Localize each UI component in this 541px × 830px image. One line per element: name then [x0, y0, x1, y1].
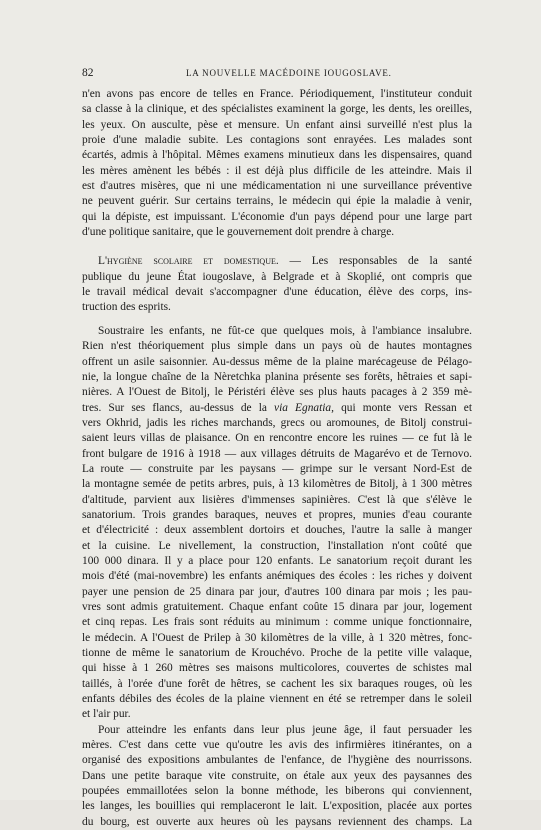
paragraph-3 — [82, 324, 472, 723]
paragraph-gap — [82, 240, 472, 254]
text-line: est d'autres misères, que ni une médicamentation ni une surveillance préventive — [82, 180, 472, 193]
text-line: et la cuisine. Le nivellement, la construction, l'installation n'ont coûté que — [82, 539, 472, 552]
page-header — [82, 66, 472, 80]
text-line: mères. C'est dans cette vue qu'outre les avis des infirmières itinérantes, on a — [82, 739, 472, 752]
text-line: Soustraire les enfants, ne fût-ce que quelques mois, à l'ambiance insalubre. — [98, 324, 472, 337]
text-line: Pour atteindre les enfants dans leur plus jeune âge, il faut persuader les — [98, 723, 472, 736]
text-line: saient leurs villas de plaisance. On en rencontre encore les ruines — ce fut là le — [82, 432, 472, 445]
text-line: qui la dépiste, est impuissant. L'économie d'un pays dépend pour une large part — [82, 210, 472, 223]
section-heading: L'hygiène scolaire et domestique. — [98, 255, 279, 268]
text-line: sa classe à la clinique, et des spécialistes examinent la gorge, les dents, les oreilles, — [82, 103, 472, 116]
text-line: et cinq repas. Les frais sont réduits au minimum : comme unique fonctionnaire, — [82, 616, 472, 629]
text-line: poupées emmaillotées selon la bonne méthode, les biberons qui conviennent, — [82, 785, 472, 798]
text-line: les mères amènent les bébés : il est déjà plus difficile de les atteindre. Mais il — [82, 164, 472, 177]
text-run: — Les responsables de la santé — [289, 255, 472, 268]
text-line: qui hisse à 1 260 mètres ses maisons multicolores, couvertes de schistes mal — [82, 662, 472, 675]
text-line: écartés, admis à l'hôpital. Mêmes examens minutieux dans les dispensaires, quand — [82, 149, 472, 162]
text-line: les yeux. On ausculte, pèse et mensure. Un enfant ainsi surveillé n'est plus la — [82, 118, 472, 131]
text-line: La route — construite par les paysans — grimpe sur le versant Nord-Est de — [82, 462, 472, 475]
text-line: d'une politique sanitaire, que le gouvernement doit prendre à charge. — [82, 226, 395, 239]
text-line: le travail médical devait s'accompagner d'une éducation, élève des corps, ins- — [82, 286, 472, 299]
text-line: la montagne semée de petits arbres, puis, à 13 kilomètres de Bitolj, à 1 300 mètres — [82, 478, 472, 491]
text-line — [82, 401, 472, 416]
text-line: front bulgare de 1916 à 1918 — aux villages détruits de Magarévo et de Ternovo. — [82, 447, 472, 460]
text-line: n'en avons pas encore de telles en France. Périodiquement, l'instituteur conduit — [82, 88, 472, 100]
text-line: proie d'une maladie subite. Les contagions sont enrayées. Les malades sont — [82, 134, 472, 147]
italic-term: via Egnatia, — [274, 401, 334, 414]
text-line: ne peuvent guérir. Sur certains terrains, le médecin qui épie la maladie à venir, — [82, 195, 472, 208]
text-line: vers Okhrid, jadis les riches marchands, grecs ou aromounes, de Bitolj construi- — [82, 416, 472, 429]
body-text — [82, 87, 472, 830]
text-line: nières. A l'Ouest de Bitolj, le Péristéri élève ses plus hauts pacages à 2 359 mè- — [82, 386, 472, 399]
text-line: le médecin. A l'Ouest de Prilep à 30 kilomètres de la ville, à 1 320 mètres, fonc- — [82, 631, 472, 644]
text-line: et l'air pur. — [82, 708, 131, 721]
text-line: du bourg, est ouverte aux heures où les paysans reviennent des champs. La — [82, 815, 472, 828]
text-line: tionne de même le sanatorium de Krouchévo. Proche de la petite ville valaque, — [82, 647, 472, 660]
text-line: et d'électricité : deux assemblent dortoirs et douches, l'autre la salle à manger — [82, 524, 472, 537]
running-title: LA NOUVELLE MACÉDOINE IOUGOSLAVE. — [186, 68, 392, 78]
text-line: Dans une petite baraque vite construite, on étale aux yeux des paysannes des — [82, 769, 472, 782]
text-line: sanatorium. Trois grandes baraques, neuves et propres, munies d'eau courante — [82, 508, 472, 521]
text-line: vres sont admis gratuitement. Chaque enfant coûte 15 dinara par jour, logement — [82, 601, 472, 613]
text-line: publique du jeune État iougoslave, à Belgrade et à Skoplié, ont compris que — [82, 270, 472, 283]
text-line: truction des esprits. — [82, 301, 171, 314]
paragraph-4 — [82, 723, 472, 830]
text-run: tres. Sur ses flancs, au-dessus de la — [82, 401, 267, 414]
text-line: Rien n'est théoriquement plus simple dans un pays où de hautes montagnes — [82, 340, 472, 353]
text-line: organisé des expositions ambulantes de l'enfance, de l'hygiène des nourrissons. — [82, 754, 472, 767]
paragraph-gap — [82, 316, 472, 324]
text-line: 100 000 dinara. Il y a place pour 120 enfants. Le sanatorium reçoit durant les — [82, 554, 472, 567]
paragraph-2 — [82, 254, 472, 315]
text-line: offrent un asile saisonnier. Au-dessus même de la plaine marécageuse de Pélago- — [82, 355, 472, 368]
text-line: enfants débiles des écoles de la plaine viennent en été se retremper dans le soleil — [82, 693, 472, 706]
text-line: taillés, à l'orée d'une forêt de hêtres, se cachent les six baraques rouges, où les — [82, 677, 472, 690]
text-line: nie, la longue chaîne de la Nèretchka planina présente ses forêts, hêtraies et sapi- — [82, 370, 472, 383]
text-line: payer une pension de 25 dinara par jour, d'autres 100 dinara par mois ; les pau- — [82, 585, 472, 598]
text-line: mois d'été (mai-novembre) les enfants anémiques des écoles : les riches y doivent — [82, 570, 472, 583]
text-line: d'altitude, parvient aux lisières d'immenses sapinières. C'est là que s'élève le — [82, 493, 472, 506]
text-run: qui monte vers Ressan et — [341, 401, 472, 414]
page-number: 82 — [82, 67, 94, 79]
paragraph-1 — [82, 87, 472, 240]
text-line: les langes, les bouillies qui remplaceront le lait. L'exposition, placée aux portes — [82, 800, 472, 813]
text-line — [82, 254, 472, 269]
